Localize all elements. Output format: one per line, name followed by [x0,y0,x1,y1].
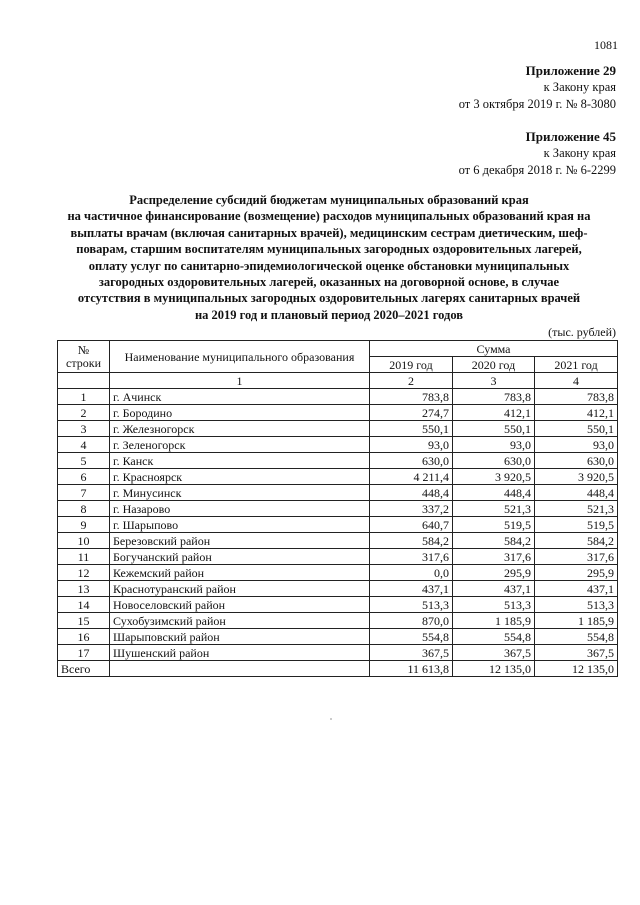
row-number: 17 [58,645,110,661]
subsidy-table [57,340,618,677]
row-number: 14 [58,597,110,613]
value-2021: 367,5 [535,645,618,661]
value-2021: 783,8 [535,389,618,405]
row-number: 4 [58,437,110,453]
header-sum: Сумма [370,341,618,357]
value-2020: 630,0 [453,453,535,469]
total-2021: 12 135,0 [535,661,618,677]
value-2020: 93,0 [453,437,535,453]
total-label: Всего [58,661,110,677]
value-2019: 437,1 [370,581,453,597]
table-row [58,629,618,645]
value-2021: 1 185,9 [535,613,618,629]
municipality-name: Краснотуранский район [110,581,370,597]
municipality-name: г. Ачинск [110,389,370,405]
header-2020: 2020 год [453,357,535,373]
value-2020: 295,9 [453,565,535,581]
row-number: 15 [58,613,110,629]
table-row [58,485,618,501]
value-2020: 513,3 [453,597,535,613]
value-2019: 0,0 [370,565,453,581]
row-number: 11 [58,549,110,565]
row-number: 7 [58,485,110,501]
appendix-title: Приложение 45 [525,129,616,144]
municipality-name: г. Зеленогорск [110,437,370,453]
table-row [58,437,618,453]
value-2021: 550,1 [535,421,618,437]
column-number-blank [58,373,110,389]
value-2020: 783,8 [453,389,535,405]
title-line: выплаты врачам (включая санитарных врачей), медицинским сестрам диетическим, шеф- [70,225,588,240]
value-2019: 274,7 [370,405,453,421]
value-2021: 3 920,5 [535,469,618,485]
row-number: 9 [58,517,110,533]
value-2020: 437,1 [453,581,535,597]
municipality-name: г. Бородино [110,405,370,421]
row-number: 10 [58,533,110,549]
column-number: 2 [370,373,453,389]
title-line: загородных оздоровительных лагерей, оказанных на договорной основе, в случае [98,275,560,290]
value-2020: 448,4 [453,485,535,501]
value-2019: 317,6 [370,549,453,565]
municipality-name: Березовский район [110,533,370,549]
value-2021: 521,3 [535,501,618,517]
appendix-law-date: от 3 октября 2019 г. № 8-3080 [458,97,616,111]
table-row [58,501,618,517]
value-2019: 783,8 [370,389,453,405]
page-number: 1081 [594,38,618,52]
value-2020: 367,5 [453,645,535,661]
value-2021: 584,2 [535,533,618,549]
table-row [58,613,618,629]
municipality-name: Кежемский район [110,565,370,581]
value-2021: 93,0 [535,437,618,453]
scan-speck [330,718,332,720]
table-row [58,533,618,549]
value-2019: 870,0 [370,613,453,629]
row-number: 3 [58,421,110,437]
municipality-name: Сухобузимский район [110,613,370,629]
value-2019: 93,0 [370,437,453,453]
table-row [58,645,618,661]
table-row [58,581,618,597]
header-2021: 2021 год [535,357,618,373]
header-municipality: Наименование муниципального образования [110,341,370,373]
column-number: 3 [453,373,535,389]
municipality-name: г. Железногорск [110,421,370,437]
municipality-name: Богучанский район [110,549,370,565]
total-2019: 11 613,8 [370,661,453,677]
table-row [58,565,618,581]
value-2021: 554,8 [535,629,618,645]
table-row [58,389,618,405]
value-2019: 513,3 [370,597,453,613]
value-2019: 367,5 [370,645,453,661]
appendix-law-ref: к Закону края [543,80,616,94]
total-2020: 12 135,0 [453,661,535,677]
value-2019: 640,7 [370,517,453,533]
table-row [58,405,618,421]
value-2020: 550,1 [453,421,535,437]
table-row [58,517,618,533]
appendix-law-date: от 6 декабря 2018 г. № 6-2299 [458,163,616,177]
value-2019: 550,1 [370,421,453,437]
value-2021: 519,5 [535,517,618,533]
value-2019: 337,2 [370,501,453,517]
value-2021: 513,3 [535,597,618,613]
row-number: 1 [58,389,110,405]
table-row [58,421,618,437]
row-number: 12 [58,565,110,581]
value-2019: 448,4 [370,485,453,501]
municipality-name: г. Шарыпово [110,517,370,533]
municipality-name: Шушенский район [110,645,370,661]
value-2020: 521,3 [453,501,535,517]
value-2021: 295,9 [535,565,618,581]
row-number: 2 [58,405,110,421]
appendix-29-header [459,62,616,113]
value-2020: 584,2 [453,533,535,549]
table-row [58,453,618,469]
appendix-45-header [459,128,616,179]
table-row [58,469,618,485]
total-row [58,661,618,677]
row-number: 8 [58,501,110,517]
value-2020: 3 920,5 [453,469,535,485]
value-2019: 4 211,4 [370,469,453,485]
appendix-title: Приложение 29 [525,63,616,78]
title-line: Распределение субсидий бюджетам муниципальных образований края [129,193,529,207]
column-number: 4 [535,373,618,389]
title-line: отсутствия в муниципальных загородных оздоровительных лагерях санитарных врачей [77,291,581,306]
value-2021: 317,6 [535,549,618,565]
value-2020: 412,1 [453,405,535,421]
value-2021: 412,1 [535,405,618,421]
value-2020: 554,8 [453,629,535,645]
row-number: 6 [58,469,110,485]
row-number: 5 [58,453,110,469]
municipality-name: г. Канск [110,453,370,469]
units-label: (тыс. рублей) [548,325,616,339]
municipality-name: г. Минусинск [110,485,370,501]
value-2021: 448,4 [535,485,618,501]
header-row-number: № строки [58,341,110,373]
title-line: поварам, старшим воспитателям муниципальных загородных оздоровительных лагерей, [76,242,582,257]
value-2020: 519,5 [453,517,535,533]
title-line: оплату услуг по санитарно-эпидемиологической оценке обстановки муниципальных [88,258,570,273]
title-line: на частичное финансирование (возмещение) расходов муниципальных образований края на [67,209,591,224]
header-2019: 2019 год [370,357,453,373]
value-2019: 630,0 [370,453,453,469]
municipality-name: г. Красноярск [110,469,370,485]
municipality-name: Шарыповский район [110,629,370,645]
appendix-law-ref: к Закону края [543,146,616,160]
table-row [58,597,618,613]
table-row [58,549,618,565]
municipality-name: Новоселовский район [110,597,370,613]
value-2021: 437,1 [535,581,618,597]
title-line: на 2019 год и плановый период 2020–2021 годов [194,307,464,322]
municipality-name: г. Назарово [110,501,370,517]
value-2019: 554,8 [370,629,453,645]
value-2020: 1 185,9 [453,613,535,629]
column-number: 1 [110,373,370,389]
value-2020: 317,6 [453,549,535,565]
value-2019: 584,2 [370,533,453,549]
row-number: 16 [58,629,110,645]
value-2021: 630,0 [535,453,618,469]
row-number: 13 [58,581,110,597]
total-blank [110,661,370,677]
document-title [40,192,618,323]
